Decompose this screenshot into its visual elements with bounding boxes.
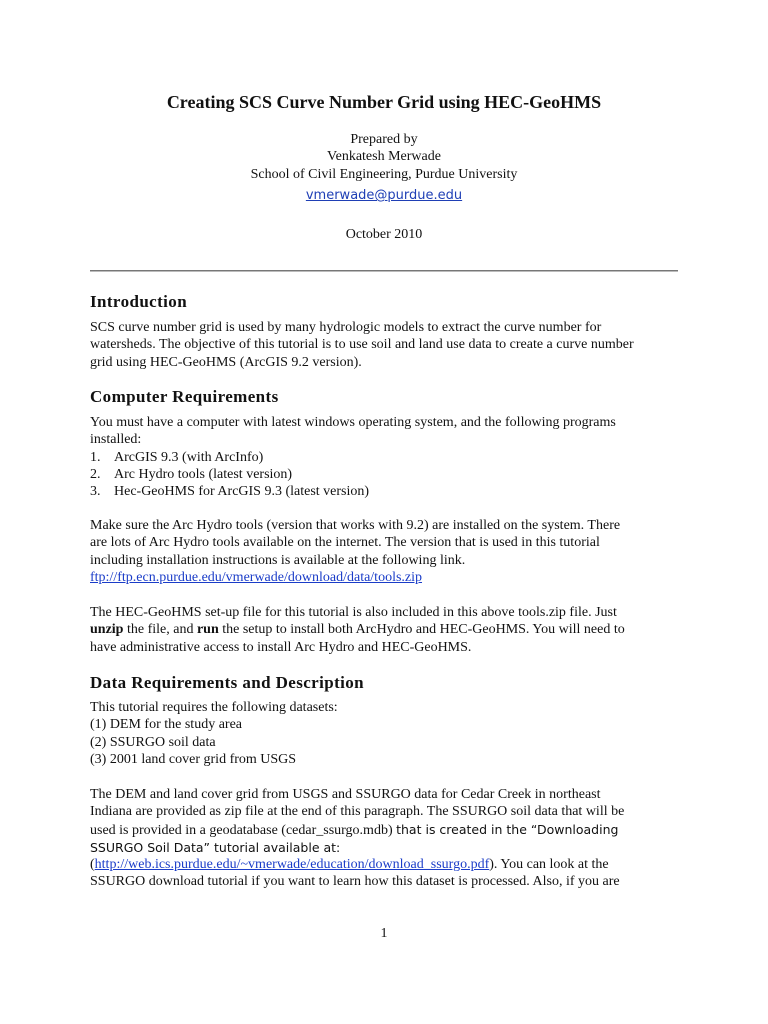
heading-computer-requirements: Computer Requirements	[90, 387, 279, 406]
tools-zip-link[interactable]: ftp://ftp.ecn.purdue.edu/vmerwade/download/data/tools.zip	[90, 569, 423, 585]
text-line	[90, 856, 690, 873]
text-line: SSURGO download tutorial if you want to learn how this dataset is processed. Also, if you are	[90, 874, 620, 890]
list-text: Hec-GeoHMS for ArcGIS 9.3 (latest version)	[114, 484, 370, 500]
heading-data-requirements: Data Requirements and Description	[90, 673, 365, 692]
text-line: have administrative access to install Arc Hydro and HEC-GeoHMS.	[90, 639, 472, 655]
text-line: grid using HEC-GeoHMS (ArcGIS 9.2 version).	[90, 354, 362, 370]
text-span: that is created in the “Downloading	[396, 821, 619, 837]
list-number: 2.	[90, 466, 101, 482]
list-number: 1.	[90, 449, 101, 465]
data-list	[90, 699, 690, 768]
author-email-link[interactable]: vmerwade@purdue.edu	[305, 188, 463, 203]
text-line: You must have a computer with latest windows operating system, and the following programs	[90, 415, 616, 430]
text-line: including installation instructions is available at the following link.	[90, 552, 466, 568]
text-line	[90, 621, 690, 638]
text-line: SSURGO Soil Data” tutorial available at:	[90, 839, 341, 855]
text-line: Make sure the Arc Hydro tools (version that works with 9.2) are installed on the system. There	[90, 518, 621, 533]
text-span: (	[90, 857, 95, 873]
list-text: Arc Hydro tools (latest version)	[114, 466, 293, 482]
author-name: Venkatesh Merwade	[327, 149, 441, 164]
list-text: ArcGIS 9.3 (with ArcInfo)	[114, 449, 264, 465]
computer-paragraph	[90, 414, 690, 500]
header-divider	[90, 270, 678, 272]
bold-run: run	[196, 622, 219, 638]
bold-unzip: unzip	[90, 622, 124, 638]
list-item: (1) DEM for the study area	[90, 717, 243, 733]
list-item	[90, 449, 690, 466]
text-line: The HEC-GeoHMS set-up file for this tutorial is also included in this above tools.zip file. Just	[90, 605, 617, 620]
heading-introduction: Introduction	[90, 292, 188, 311]
list-item: (2) SSURGO soil data	[90, 734, 216, 750]
list-item	[90, 466, 690, 483]
text-span: the file, and	[123, 622, 197, 638]
text-span: used is provided in a geodatabase (cedar_ssurgo.mdb)	[90, 822, 397, 838]
text-line: Indiana are provided as zip file at the end of this paragraph. The SSURGO soil data that will be	[90, 804, 625, 820]
text-span: ). You can look at the	[489, 857, 609, 873]
data-paragraph	[90, 786, 690, 891]
text-line: SCS curve number grid is used by many hydrologic models to extract the curve number for	[90, 320, 602, 335]
arc-hydro-paragraph	[90, 517, 690, 586]
text-span: the setup to install both ArcHydro and HEC-GeoHMS. You will need to	[218, 622, 625, 638]
list-number: 3.	[90, 484, 101, 500]
list-item: (3) 2001 land cover grid from USGS	[90, 751, 297, 767]
setup-paragraph	[90, 604, 690, 656]
text-line: are lots of Arc Hydro tools available on the internet. The version that is used in this tutorial	[90, 535, 600, 551]
text-line: installed:	[90, 432, 142, 448]
intro-paragraph	[90, 319, 690, 371]
affiliation: School of Civil Engineering, Purdue University	[250, 167, 518, 182]
page-number: 1	[380, 926, 388, 941]
text-line: This tutorial requires the following datasets:	[90, 700, 338, 715]
ssurgo-tutorial-link[interactable]: http://web.ics.purdue.edu/~vmerwade/education/download_ssurgo.pdf	[94, 857, 490, 873]
text-line: watersheds. The objective of this tutorial is to use soil and land use data to create a curve number	[90, 337, 634, 353]
document-date: October 2010	[345, 227, 423, 242]
text-line: The DEM and land cover grid from USGS and SSURGO data for Cedar Creek in northeast	[90, 787, 601, 802]
list-item	[90, 483, 690, 500]
document-title: Creating SCS Curve Number Grid using HEC-GeoHMS	[166, 92, 602, 112]
prepared-by: Prepared by	[350, 132, 418, 147]
text-line	[90, 821, 690, 839]
